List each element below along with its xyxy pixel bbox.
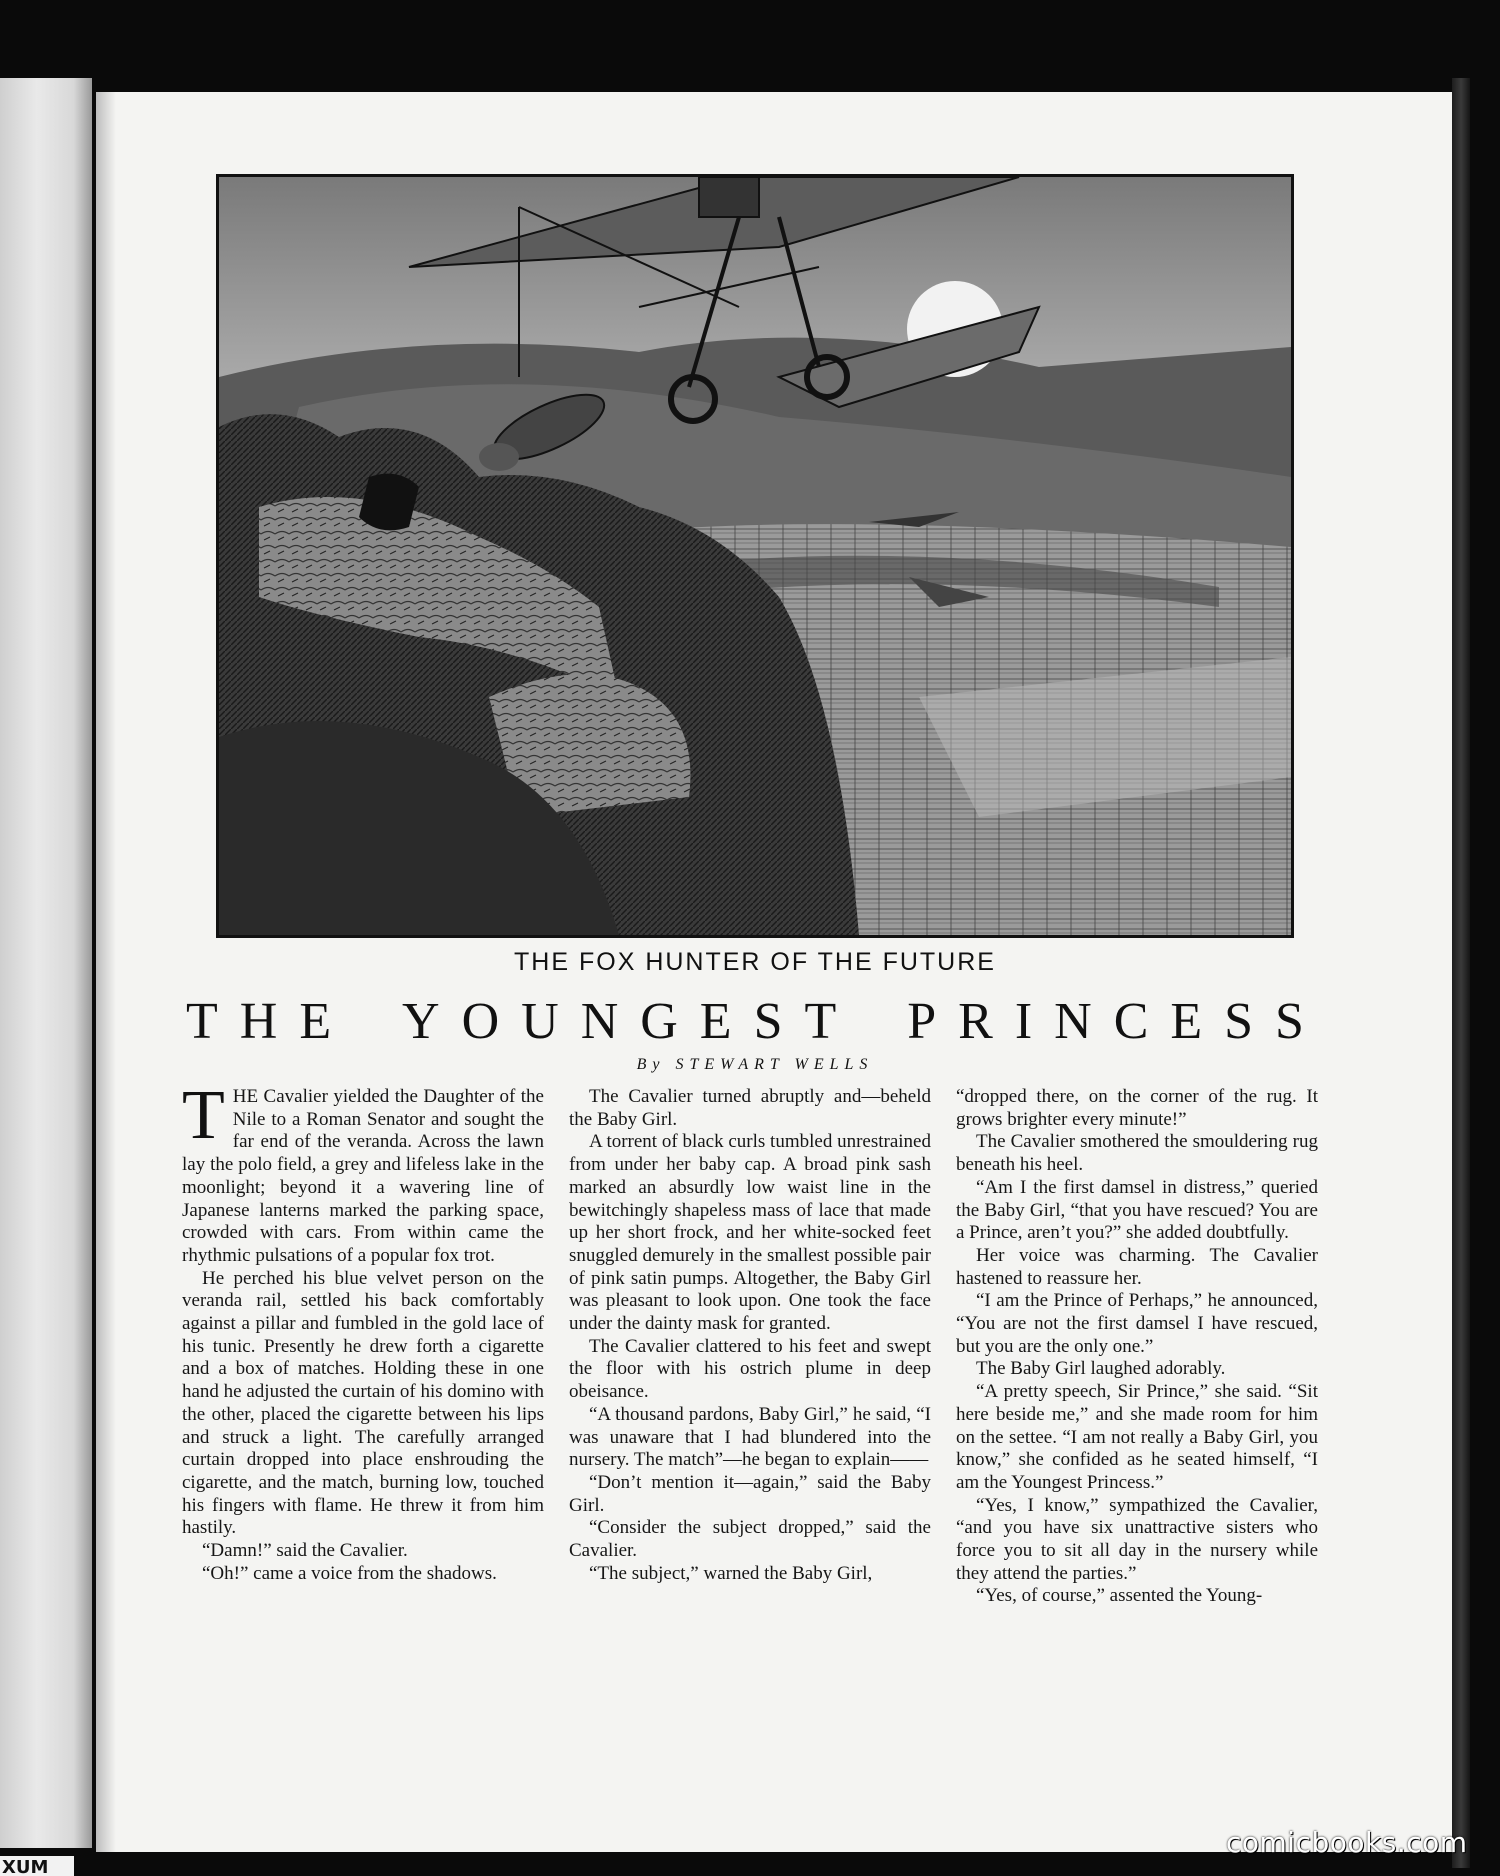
paragraph: The Baby Girl laughed adorably. [976,1358,1226,1380]
paragraph: A torrent of black curls tumbled unrestrained from under her baby cap. A broad pink sash marked an absurdly low waist line in the bewitchingly shapeless mass of lace that made up her short frock, and her white-socked feet snuggled demurely in the smallest possible pair of pink satin pumps. Altogether, the Baby Girl was pleasant to look upon. One took the face under the dainty mask for granted. [569,1131,931,1335]
paragraph: “I am the Prince of Perhaps,” he announced, “You are not the first damsel I have rescued, but you are the only one.” [956,1290,1318,1357]
illustration-fox-hunter [216,174,1294,938]
page-gutter-shadow [96,92,116,1852]
paragraph: “Yes, I know,” sympathized the Cavalier, “and you have six unattractive sisters who force you to sit all day in the nursery while they attend the parties.” [956,1494,1318,1584]
biplane-fox-hunt-illustration-icon [219,177,1291,935]
title-word: PRINCESS [907,993,1326,1050]
paragraph: “Consider the subject dropped,” said the Cavalier. [569,1517,931,1562]
paragraph: The Cavalier clattered to his feet and swept the floor with his ostrich plume in deep obeisance. [569,1335,931,1403]
article-byline: By STEWART WELLS [636,1056,874,1073]
paragraph: “Damn!” said the Cavalier. [202,1540,408,1562]
paragraph: “Am I the first damsel in distress,” queried the Baby Girl, “that you have rescued? You are a Prince, aren’t you?” she added doubtfully. [956,1176,1318,1244]
text-column-3 [956,1086,1318,1608]
illustration-caption: THE FOX HUNTER OF THE FUTURE [514,948,996,976]
paragraph-text: HE Cavalier yielded the Daughter of the Nile to a Roman Senator and sought the far end of the veranda. Across the lawn lay the polo field, a grey and lifeless lake in the moonlight; beyond it a wavering line of Japanese lanterns marked the parking space, crowded with cars. From within came the rhythmic pulsations of a popular fox trot. [182,1086,544,1266]
paragraph: “A pretty speech, Sir Prince,” she said. “Sit here beside me,” and she made room for him on the settee. “I am not really a Baby Girl, you know,” she confided as he seated himself, “I am the Youngest Princess.” [956,1381,1318,1493]
page-right-edge [1452,78,1470,1868]
paragraph: “Yes, of course,” assented the Young- [976,1585,1263,1607]
title-word: THE [186,993,354,1050]
article-body [182,1077,1318,1608]
title-word: YOUNGEST [402,993,859,1050]
paragraph: The Cavalier smothered the smouldering rug beneath his heel. [956,1131,1318,1176]
paragraph: “dropped there, on the corner of the rug. It grows brighter every minute!” [956,1086,1318,1130]
drop-cap: T [182,1077,225,1154]
paragraph: He perched his blue velvet person on the veranda rail, settled his back comfortably against a pillar and fumbled in the gold lace of his tunic. Presently he drew forth a cigarette and a box of matches. Holding these in one hand he adjusted the curtain of his domino with the other, placed the cigarette between his lips and struck a light. The carefully arranged curtain dropped into place enshrouding the cigarette, and the match, burning low, touched his fingers with flame. He threw it from him hastily. [182,1267,544,1539]
paragraph: The Cavalier turned abruptly and—beheld the Baby Girl. [569,1086,931,1130]
text-column-2 [569,1086,931,1608]
facing-page-edge [0,78,92,1848]
paragraph: “Don’t mention it—again,” said the Baby Girl. [569,1471,931,1516]
site-watermark: comicbooks.com [1226,1826,1468,1859]
corner-scan-label: XUM [0,1856,74,1876]
paragraph: “A thousand pardons, Baby Girl,” he said, “I was unaware that I had blundered into the nursery. The match”—he began to explain—— [569,1403,931,1471]
paragraph: “The subject,” warned the Baby Girl, [589,1562,873,1584]
paragraph: Her voice was charming. The Cavalier hastened to reassure her. [956,1244,1318,1289]
text-column-1 [182,1077,544,1608]
paragraph: “Oh!” came a voice from the shadows. [202,1562,497,1584]
paragraph [182,1077,544,1268]
article-title [186,992,1326,1052]
